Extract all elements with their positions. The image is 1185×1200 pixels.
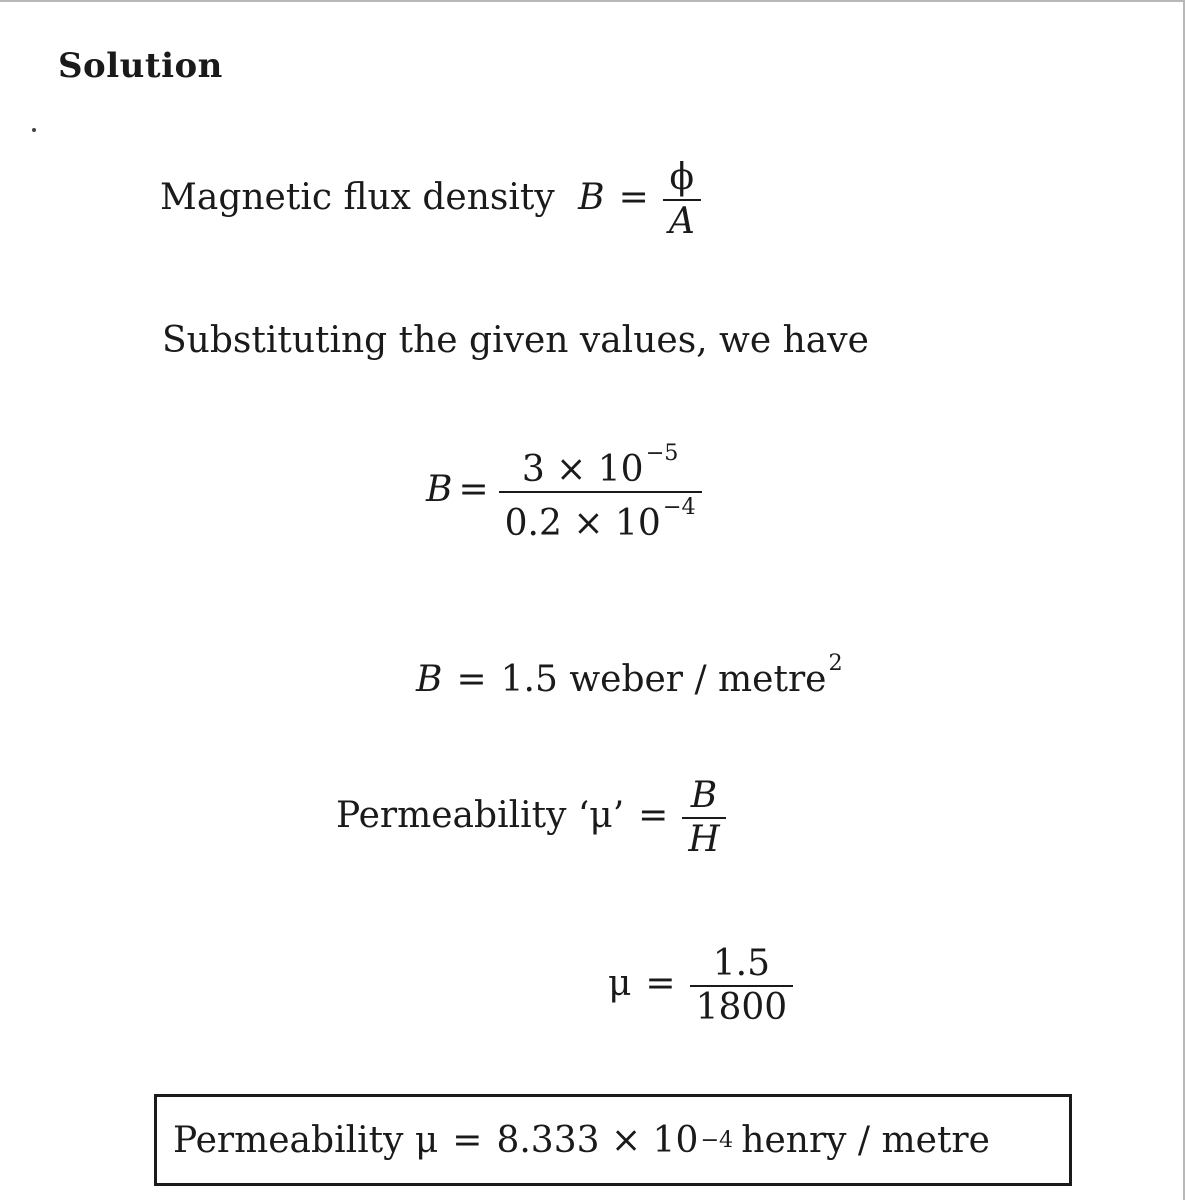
fraction-numerator [516, 440, 685, 491]
permeability-fraction [690, 943, 794, 1028]
denominator-exponent: −4 [662, 494, 696, 521]
flux-density-value: 1.5 weber / metre [500, 659, 827, 701]
numerator-coefficient: 3 × 10 [521, 449, 644, 491]
equals-sign: = [618, 177, 649, 218]
flux-density-symbol: B [416, 659, 443, 701]
equals-sign: = [638, 795, 669, 836]
substitution-text: Substituting the given values, we have [162, 320, 869, 361]
result-unit: henry / metre [741, 1119, 990, 1161]
result-label: Permeability μ [173, 1119, 439, 1161]
scan-speck [32, 128, 36, 132]
mu-symbol: μ [608, 963, 632, 1004]
final-result-box [154, 1094, 1072, 1186]
solution-heading: Solution [58, 46, 223, 86]
fraction-numerator: ϕ [669, 157, 695, 198]
equals-sign: = [456, 659, 487, 701]
permeability-formula [336, 775, 726, 860]
fraction-numerator: B [690, 775, 718, 816]
denominator-coefficient: 0.2 × 10 [504, 503, 661, 545]
equals-sign: = [452, 1119, 483, 1161]
fraction-denominator: H [688, 819, 720, 860]
equals-sign: = [645, 963, 676, 1004]
substituted-formula [426, 440, 702, 545]
substituted-fraction [499, 440, 702, 545]
flux-over-area-fraction [663, 157, 701, 242]
flux-density-symbol: B [578, 177, 605, 218]
b-over-h-fraction [682, 775, 725, 860]
fraction-denominator: A [668, 201, 695, 242]
result-exponent: −4 [700, 1127, 734, 1153]
fraction-denominator [499, 494, 702, 545]
permeability-substitution [608, 943, 793, 1028]
numerator-exponent: −5 [645, 440, 679, 466]
fraction-bar [499, 491, 702, 493]
unit-exponent: 2 [828, 650, 843, 676]
fraction-numerator: 1.5 [712, 943, 771, 984]
flux-density-formula [160, 157, 701, 242]
flux-density-result [416, 650, 843, 700]
flux-density-label: Magnetic flux density [160, 177, 555, 218]
permeability-label: Permeability ‘μ’ [336, 795, 625, 836]
equals-sign: = [458, 469, 489, 511]
fraction-denominator: 1800 [695, 987, 788, 1028]
result-coefficient: 8.333 × 10 [496, 1119, 699, 1161]
flux-density-symbol: B [426, 469, 453, 511]
